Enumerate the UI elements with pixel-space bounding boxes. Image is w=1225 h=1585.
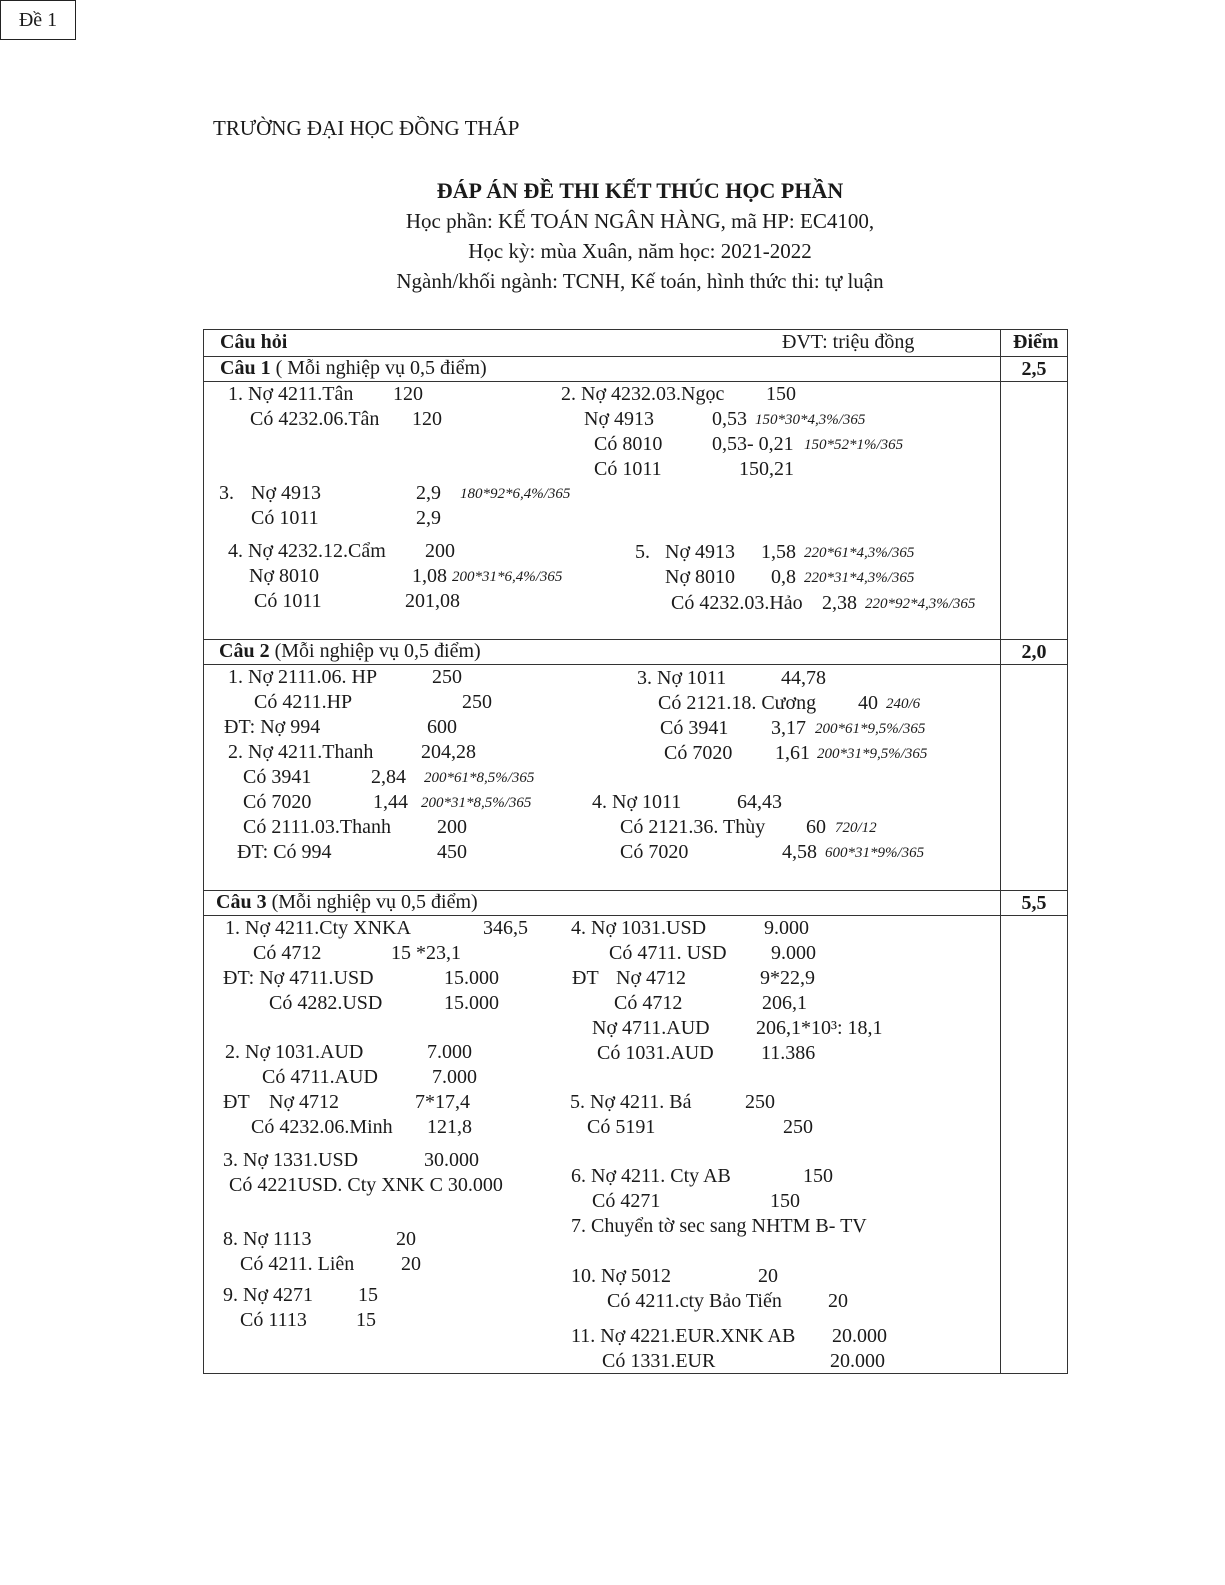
q3-e10-amount1: 20 [758, 1265, 778, 1287]
q3-e11-line1: 11. Nợ 4221.EUR.XNK AB [571, 1325, 796, 1347]
q3-e8-amount2: 20 [401, 1253, 421, 1275]
q1-score: 2,5 [1021, 358, 1047, 380]
q1-e5-amount3: 2,38 [822, 592, 857, 614]
q1-e5-calc2: 220*31*4,3%/365 [804, 570, 915, 586]
q2-score: 2,0 [1021, 641, 1047, 663]
q1-e4-line2: Nợ 8010 [249, 565, 320, 587]
q2-e2-amount5: 450 [437, 841, 467, 863]
q3-e11-amount2: 20.000 [830, 1350, 885, 1372]
q1-e5-line3: Có 4232.03.Hảo [671, 592, 803, 614]
q3-e2-dt: ĐT [223, 1091, 250, 1113]
q1-e3-amount2: 2,9 [416, 507, 441, 529]
q3-e1-line4: Có 4282.USD [269, 992, 383, 1014]
q3-e1-amount2: 15 *23,1 [391, 942, 461, 964]
q2-e2-line3: Có 7020 [243, 791, 312, 813]
q3-e4-amount3: 9*22,9 [760, 967, 815, 989]
q2-e3-amount3: 3,17 [771, 717, 806, 739]
q3-title-divider [203, 915, 1068, 916]
q3-e4-amount4: 206,1 [762, 992, 807, 1014]
q1-e2-line4: Có 1011 [594, 458, 662, 480]
q2-e2-amount4: 200 [437, 816, 467, 838]
q3-e4-line4: Có 4712 [614, 992, 683, 1014]
q2-title-divider [203, 664, 1068, 665]
q1-e4-line3: Có 1011 [254, 590, 322, 612]
q3-e1-line2: Có 4712 [253, 942, 322, 964]
q3-e1-amount4: 15.000 [444, 992, 499, 1014]
q1-e2-amount1: 150 [766, 383, 796, 405]
q2-e2-amount2: 2,84 [371, 766, 406, 788]
q2-e2-line2: Có 3941 [243, 766, 312, 788]
q3-e4-amount1: 9.000 [764, 917, 809, 939]
q1-e4-amount2: 1,08 [412, 565, 447, 587]
q1-e5-amount2: 0,8 [771, 566, 796, 588]
q3-e5-amount2: 250 [783, 1116, 813, 1138]
q3-e2-line3: Nợ 4712 [269, 1091, 340, 1113]
q3-e3-line2: Có 4221USD. Cty XNK C 30.000 [229, 1174, 503, 1196]
major-line: Ngành/khối ngành: TCNH, Kế toán, hình thức thi: tự luận [396, 269, 884, 293]
q2-title: Câu 2 (Mỗi nghiệp vụ 0,5 điểm) [219, 640, 481, 662]
q3-title: Câu 3 (Mỗi nghiệp vụ 0,5 điểm) [216, 891, 478, 913]
q3-e8-line2: Có 4211. Liên [240, 1253, 355, 1275]
q1-e3-calc: 180*92*6,4%/365 [460, 486, 571, 502]
q2-e4-calc1: 720/12 [835, 820, 877, 836]
q2-e3-calc2: 200*61*9,5%/365 [815, 721, 926, 737]
q1-e4-amount1: 200 [425, 540, 455, 562]
q3-e3-amount1: 30.000 [424, 1149, 479, 1171]
q3-e4-dt: ĐT [572, 967, 599, 989]
q2-e4-calc2: 600*31*9%/365 [825, 845, 925, 861]
q3-e6-line2: Có 4271 [592, 1190, 661, 1212]
q3-e9-line2: Có 1113 [240, 1309, 307, 1331]
q2-e2-amount1: 204,28 [421, 741, 476, 763]
school-name: TRƯỜNG ĐẠI HỌC ĐỒNG THÁP [213, 116, 520, 140]
q3-e4-line6: Có 1031.AUD [597, 1042, 714, 1064]
q1-e5-line1: Nợ 4913 [665, 541, 736, 563]
q2-e3-line1: 3. Nợ 1011 [637, 667, 727, 689]
q2-e2-line1: 2. Nợ 4211.Thanh [228, 741, 374, 763]
semester-line: Học kỳ: mùa Xuân, năm học: 2021-2022 [468, 239, 812, 263]
q1-e5-amount1: 1,58 [761, 541, 796, 563]
q3-e2-amount3: 7*17,4 [415, 1091, 470, 1113]
exam-code-box: Đề 1 [0, 0, 76, 40]
q3-e2-line1: 2. Nợ 1031.AUD [225, 1041, 364, 1063]
q1-e1-amount1: 120 [393, 383, 423, 405]
q3-e5-amount1: 250 [745, 1091, 775, 1113]
q3-e2-line4: Có 4232.06.Minh [251, 1116, 393, 1138]
q1-e4-line1: 4. Nợ 4232.12.Cẩm [228, 540, 386, 562]
q2-e3-line3: Có 3941 [660, 717, 729, 739]
q3-e2-amount4: 121,8 [427, 1116, 472, 1138]
q3-e6-amount2: 150 [770, 1190, 800, 1212]
q2-e3-amount4: 1,61 [775, 742, 810, 764]
q3-e2-line2: Có 4711.AUD [262, 1066, 378, 1088]
q2-e2-calc2: 200*31*8,5%/365 [421, 795, 532, 811]
q3-e11-amount1: 20.000 [832, 1325, 887, 1347]
q3-e11-line2: Có 1331.EUR [602, 1350, 716, 1372]
q3-e9-line1: 9. Nợ 4271 [223, 1284, 314, 1306]
q2-e1-line1: 1. Nợ 2111.06. HP [228, 666, 378, 688]
q3-e5-line2: Có 5191 [587, 1116, 656, 1138]
q2-e1-line2: Có 4211.HP [254, 691, 353, 713]
q1-e1-amount2: 120 [412, 408, 442, 430]
q3-e7-line1: 7. Chuyển tờ sec sang NHTM B- TV [571, 1215, 867, 1237]
q1-e3-amount1: 2,9 [416, 482, 441, 504]
q3-e1-amount3: 15.000 [444, 967, 499, 989]
q2-e4-line3: Có 7020 [620, 841, 689, 863]
q1-e5-line2: Nợ 8010 [665, 566, 736, 588]
q1-e3-number: 3. [219, 482, 234, 504]
q1-e2-calc2: 150*52*1%/365 [804, 437, 904, 453]
q2-e1-amount1: 250 [432, 666, 462, 688]
q1-e2-amount2: 0,53 [712, 408, 747, 430]
q1-e4-amount3: 201,08 [405, 590, 460, 612]
q3-e3-line1: 3. Nợ 1331.USD [223, 1149, 359, 1171]
q3-e4-line5: Nợ 4711.AUD [592, 1017, 710, 1039]
q2-e4-line1: 4. Nợ 1011 [592, 791, 682, 813]
q3-e5-line1: 5. Nợ 4211. Bá [570, 1091, 692, 1113]
q2-e4-amount1: 64,43 [737, 791, 782, 813]
q2-e1-line3: ĐT: Nợ 994 [224, 716, 321, 738]
q2-e2-line4: Có 2111.03.Thanh [243, 816, 391, 838]
q3-score: 5,5 [1021, 892, 1047, 914]
q1-title: Câu 1 ( Mỗi nghiệp vụ 0,5 điểm) [220, 357, 487, 379]
q3-e9-amount1: 15 [358, 1284, 378, 1306]
q3-e2-amount2: 7.000 [432, 1066, 477, 1088]
q1-e2-line1: 2. Nợ 4232.03.Ngọc [561, 383, 725, 405]
q3-e8-amount1: 20 [396, 1228, 416, 1250]
q1-e1-line1: 1. Nợ 4211.Tân [228, 383, 354, 405]
q3-e1-amount1: 346,5 [483, 917, 528, 939]
q3-e8-line1: 8. Nợ 1113 [223, 1228, 312, 1250]
q2-e2-line5: ĐT: Có 994 [237, 841, 332, 863]
q1-e5-calc3: 220*92*4,3%/365 [865, 596, 976, 612]
unit-label: ĐVT: triệu đồng [782, 331, 915, 353]
q2-e4-amount2: 60 [806, 816, 826, 838]
q2-e3-line4: Có 7020 [664, 742, 733, 764]
q3-e9-amount2: 15 [356, 1309, 376, 1331]
q2-e1-amount3: 600 [427, 716, 457, 738]
q1-e3-line1: Nợ 4913 [251, 482, 322, 504]
q1-e2-amount4: 150,21 [739, 458, 794, 480]
q3-e10-line1: 10. Nợ 5012 [571, 1265, 672, 1287]
q3-e10-amount2: 20 [828, 1290, 848, 1312]
q2-e2-calc1: 200*61*8,5%/365 [424, 770, 535, 786]
q2-e3-line2: Có 2121.18. Cương [658, 692, 817, 714]
q1-e3-line2: Có 1011 [251, 507, 319, 529]
course-line: Học phần: KẾ TOÁN NGÂN HÀNG, mã HP: EC4100, [405, 209, 875, 233]
q2-e3-amount2: 40 [858, 692, 878, 714]
q3-e4-amount5: 206,1*10³: 18,1 [756, 1017, 883, 1039]
q2-e3-amount1: 44,78 [781, 667, 826, 689]
q1-e1-line2: Có 4232.06.Tân [250, 408, 380, 430]
q3-e4-line2: Có 4711. USD [609, 942, 727, 964]
q2-e4-amount3: 4,58 [782, 841, 817, 863]
q1-e2-calc1: 150*30*4,3%/365 [755, 412, 866, 428]
q1-title-divider [203, 381, 1068, 382]
q2-e3-calc3: 200*31*9,5%/365 [817, 746, 928, 762]
q3-e1-line3: ĐT: Nợ 4711.USD [223, 967, 374, 989]
q1-e4-calc: 200*31*6,4%/365 [452, 569, 563, 585]
q3-e1-line1: 1. Nợ 4211.Cty XNKA [225, 917, 411, 939]
q2-e3-calc1: 240/6 [886, 696, 921, 712]
q1-e5-calc1: 220*61*4,3%/365 [804, 545, 915, 561]
q3-e4-amount2: 9.000 [771, 942, 816, 964]
q3-e6-amount1: 150 [803, 1165, 833, 1187]
q1-e2-line2: Nợ 4913 [584, 408, 655, 430]
q2-e4-line2: Có 2121.36. Thùy [620, 816, 766, 838]
q2-e2-amount3: 1,44 [373, 791, 408, 813]
q1-e2-amount3: 0,53- 0,21 [712, 433, 794, 455]
q3-e6-line1: 6. Nợ 4211. Cty AB [571, 1165, 731, 1187]
q2-e1-amount2: 250 [462, 691, 492, 713]
q3-e4-line1: 4. Nợ 1031.USD [571, 917, 707, 939]
col-question-header: Câu hỏi [220, 331, 288, 353]
q3-e2-amount1: 7.000 [427, 1041, 472, 1063]
doc-title: ĐÁP ÁN ĐỀ THI KẾT THÚC HỌC PHẦN [436, 178, 844, 203]
score-column-divider [1000, 329, 1001, 1374]
q3-e4-amount6: 11.386 [761, 1042, 816, 1064]
q3-e10-line2: Có 4211.cty Bảo Tiến [607, 1290, 782, 1312]
q1-e5-number: 5. [635, 541, 650, 563]
col-score-header: Điểm [1013, 331, 1059, 353]
q1-e2-line3: Có 8010 [594, 433, 663, 455]
q3-e4-line3: Nợ 4712 [616, 967, 687, 989]
